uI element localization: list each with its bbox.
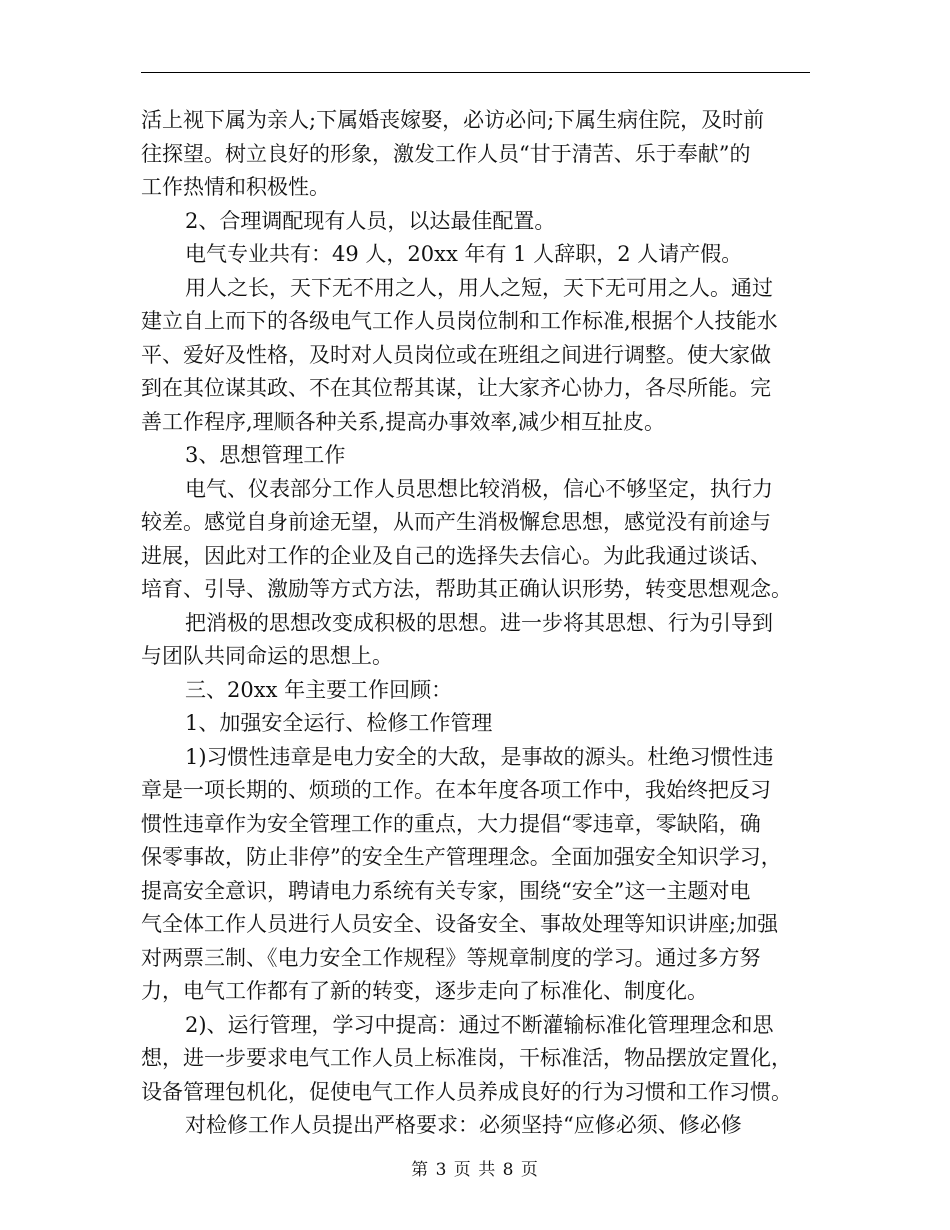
- section-heading: 2、合理调配现有人员，以达最佳配置。: [185, 208, 556, 233]
- text-line: 惯性违章作为安全管理工作的重点，大力提倡“零违章，零缺陷，确: [141, 811, 761, 836]
- text-line: 力，电气工作都有了新的转变，逐步走向了标准化、制度化。: [141, 979, 708, 1003]
- document-body: [141, 104, 811, 1143]
- text-line: 往探望。树立良好的形象，激发工作人员“甘于清苦、乐于奉献”的: [141, 141, 751, 166]
- text-line: 保零事故，防止非停”的安全生产管理理念。全面加强安全知识学习，: [141, 845, 782, 869]
- text-line: 培育、引导、激励等方式方法，帮助其正确认识形势，转变思想观念。: [141, 577, 792, 601]
- text-line: 与团队共同命运的思想上。: [141, 644, 393, 668]
- text-line: 善工作程序,理顺各种关系,提高办事效率,减少相互扯皮。: [141, 409, 666, 434]
- text-line: 设备管理包机化，促使电气工作人员养成良好的行为习惯和工作习惯。: [141, 1079, 792, 1104]
- text-line: 电气专业共有：49 人，20xx 年有 1 人辞职，2 人请产假。: [185, 242, 743, 266]
- text-line: 建立自上而下的各级电气工作人员岗位制和工作标准,根据个人技能水: [141, 309, 778, 333]
- text-line: 工作热情和积极性。: [141, 175, 330, 199]
- text-line: 2)、运行管理，学习中提高：通过不断灌输标准化管理理念和思: [185, 1012, 774, 1037]
- header-rule: [141, 72, 810, 73]
- text-line: 平、爱好及性格，及时对人员岗位或在班组之间进行调整。使大家做: [141, 342, 771, 367]
- text-line: 活上视下属为亲人;下属婚丧嫁娶，必访必问;下属生病住院，及时前: [141, 108, 765, 132]
- text-line: 进展，因此对工作的企业及自己的选择失去信心。为此我通过谈话、: [141, 543, 771, 568]
- text-line: 对检修工作人员提出严格要求：必须坚持“应修必须、修必修: [185, 1113, 742, 1137]
- text-line: 把消极的思想改变成积极的思想。进一步将其思想、行为引导到: [185, 610, 773, 635]
- section-heading: 3、思想管理工作: [185, 443, 346, 467]
- section-heading: 1、加强安全运行、检修工作管理: [185, 711, 493, 735]
- text-line: 用人之长，天下无不用之人，用人之短，天下无可用之人。通过: [185, 275, 773, 300]
- text-line: 气全体工作人员进行人员安全、设备安全、事故处理等知识讲座;加强: [141, 912, 779, 936]
- text-line: 到在其位谋其政、不在其位帮其谋，让大家齐心协力，各尽所能。完: [141, 376, 771, 400]
- page-number-footer: 第 3 页 共 8 页: [411, 1160, 539, 1180]
- text-line: 对两票三制、《电力安全工作规程》等规章制度的学习。通过多方努: [141, 945, 761, 970]
- text-line: 章是一项长期的、烦琐的工作。在本年度各项工作中，我始终把反习: [141, 778, 771, 802]
- text-line: 提高安全意识，聘请电力系统有关专家，围绕“安全”这一主题对电: [141, 878, 751, 903]
- section-heading: 三、20xx 年主要工作回顾：: [185, 677, 453, 702]
- text-line: 想，进一步要求电气工作人员上标准岗，干标准活，物品摆放定置化，: [141, 1046, 792, 1070]
- text-line: 较差。感觉自身前途无望，从而产生消极懈怠思想，感觉没有前途与: [141, 510, 771, 534]
- text-line: 电气、仪表部分工作人员思想比较消极，信心不够坚定，执行力: [185, 476, 773, 501]
- text-line: 1)习惯性违章是电力安全的大敌，是事故的源头。杜绝习惯性违: [185, 744, 774, 769]
